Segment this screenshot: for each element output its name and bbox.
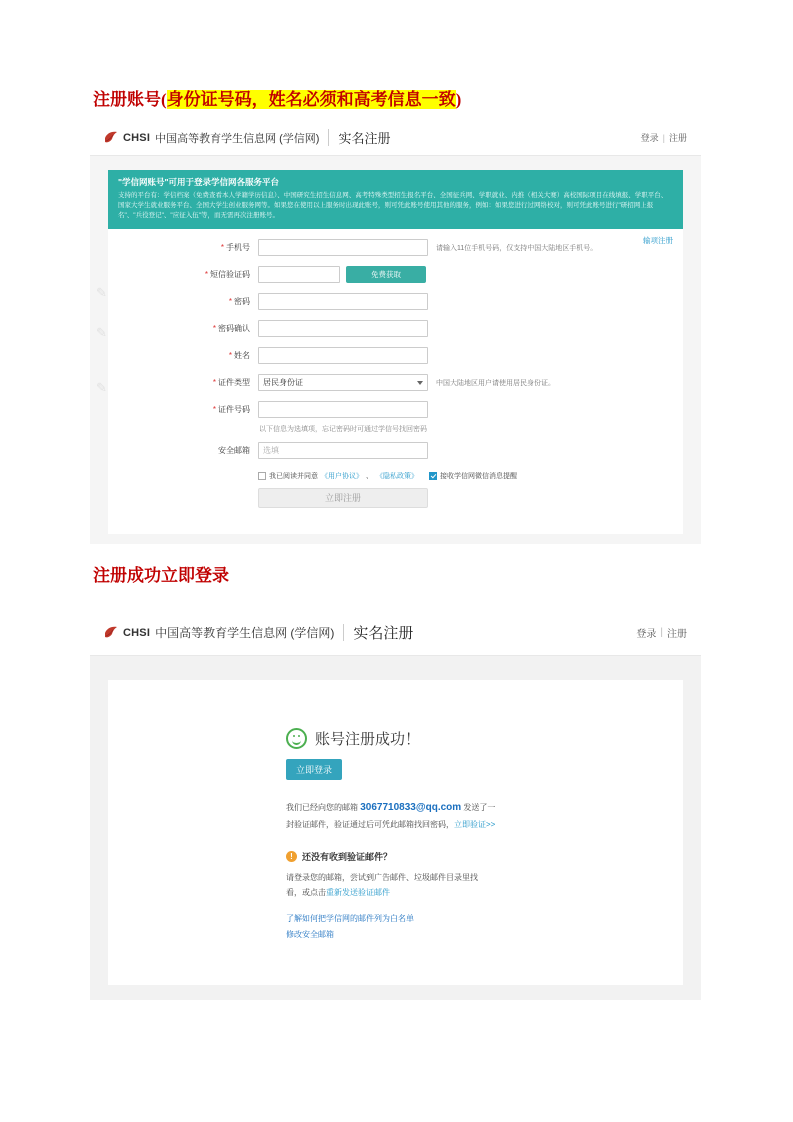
form-row-security-email bbox=[108, 438, 683, 463]
warning-icon: ! bbox=[286, 851, 297, 862]
switch-register-mode-link[interactable]: 输项注册 bbox=[643, 236, 673, 246]
form-row-id-number bbox=[108, 397, 683, 422]
id-type-select[interactable] bbox=[258, 374, 428, 391]
site-name: 中国高等教育学生信息网 (学信网) bbox=[155, 132, 320, 145]
wechat-notify-checkbox[interactable] bbox=[429, 472, 437, 480]
whitelist-help-link[interactable]: 了解如何把学信网的邮件列为白名单 bbox=[286, 913, 414, 923]
user-agreement-link[interactable]: 《用户协议》 bbox=[321, 473, 363, 481]
success-title-row bbox=[286, 728, 683, 749]
agreement-prefix: 我已阅读并同意 bbox=[269, 473, 318, 481]
notice-title: "学信网账号"可用于登录学信网各服务平台 bbox=[118, 177, 280, 187]
register-submit-button[interactable]: 立即注册 bbox=[258, 488, 428, 508]
header-account-links bbox=[641, 131, 687, 144]
heading1-open-paren: ( bbox=[161, 90, 167, 109]
password-input[interactable] bbox=[258, 293, 428, 310]
security-email-input[interactable]: 选填 bbox=[258, 442, 428, 459]
label-security-email: 安全邮箱 bbox=[218, 446, 250, 456]
site-name-2: 中国高等教育学生信息网 (学信网) bbox=[155, 626, 335, 640]
optional-fields-tip: 以下信息为选填项，忘记密码时可通过学信号找回密码 bbox=[259, 426, 427, 434]
form-row-password bbox=[108, 289, 683, 314]
success-card bbox=[108, 680, 683, 985]
register-link-2[interactable]: 注册 bbox=[667, 629, 687, 640]
heading1-prefix: 注册账号 bbox=[93, 90, 161, 109]
login-now-button[interactable]: 立即登录 bbox=[286, 759, 342, 780]
sent-email-address: 3067710833@qq.com bbox=[360, 802, 462, 813]
registration-form bbox=[108, 229, 683, 534]
hint-phone: 请输入11位手机号码，仅支持中国大陆地区手机号。 bbox=[436, 244, 598, 252]
resend-verification-link[interactable]: 重新发送验证邮件 bbox=[326, 888, 390, 898]
chsi-wordmark-2: CHSI bbox=[123, 626, 151, 639]
notice-banner bbox=[108, 170, 683, 229]
login-link-2[interactable]: 登录 bbox=[636, 629, 657, 640]
form-row-sms-code bbox=[108, 262, 683, 287]
site-header-2 bbox=[90, 610, 701, 656]
page-title: 实名注册 bbox=[338, 131, 391, 146]
site-header bbox=[90, 120, 701, 156]
form-row-name bbox=[108, 343, 683, 368]
success-content bbox=[108, 728, 683, 944]
watermark-mark-3: ✎ bbox=[96, 380, 107, 395]
registration-body bbox=[90, 156, 701, 544]
sent-prefix: 我们已经向您的邮箱 bbox=[286, 803, 358, 812]
heading1-highlight: 身份证号码，姓名必须和高考信息一致 bbox=[166, 90, 456, 109]
watermark-mark-1: ✎ bbox=[96, 285, 107, 300]
login-link[interactable]: 登录 bbox=[640, 133, 659, 143]
form-row-id-type bbox=[108, 370, 683, 395]
chevron-down-icon bbox=[417, 381, 423, 385]
success-body bbox=[90, 656, 701, 1000]
register-link[interactable]: 注册 bbox=[668, 133, 687, 143]
id-number-input[interactable] bbox=[258, 401, 428, 418]
smiley-face-icon bbox=[286, 728, 307, 749]
no-email-warning-row bbox=[286, 850, 683, 863]
notice-body: 支持的平台有：学信档案（免费查看本人学籍学历信息）、中国研究生招生信息网、高考特殊类型招生报名平台、全国征兵网、学职就业、内推（相关大赛）高校国际项目在线填报、学职平台、国家大学生就业服务平台、全国大学生创业服务网等。如果您在使用以上服务时出现此账号，则可凭此账号使用其他的服务，例如：如果您进行过网络校对，则可凭此账号进行"研招网上报名"、"兵役登记"、"应征入伍"等，而无需再次注册账号。 bbox=[118, 192, 668, 220]
name-input[interactable] bbox=[258, 347, 428, 364]
chsi-wordmark: CHSI bbox=[123, 131, 151, 144]
id-type-value: 居民身份证 bbox=[263, 378, 303, 388]
helper-links bbox=[286, 911, 683, 945]
change-security-email-link[interactable]: 修改安全邮箱 bbox=[286, 930, 334, 940]
label-id-number: * 证件号码 bbox=[212, 405, 250, 415]
screenshot-registration-success bbox=[90, 610, 701, 1000]
instructions-line2-prefix: 看，或点击 bbox=[286, 888, 326, 898]
label-password: * 密码 bbox=[228, 297, 250, 307]
verification-sent-text bbox=[286, 798, 516, 832]
agreement-separator: 、 bbox=[366, 473, 373, 481]
label-sms-code: * 短信验证码 bbox=[204, 270, 250, 280]
screenshot-registration-form bbox=[90, 120, 701, 544]
sent-line2-prefix: 封验证邮件，验证通过后可凭此邮箱找回密码， bbox=[286, 820, 454, 829]
links-divider: | bbox=[662, 132, 665, 143]
privacy-policy-link[interactable]: 《隐私政策》 bbox=[376, 473, 418, 481]
get-code-button[interactable]: 免费获取 bbox=[346, 266, 426, 283]
label-phone: * 手机号 bbox=[220, 243, 250, 253]
no-email-warning-title: 还没有收到验证邮件？ bbox=[302, 852, 393, 863]
label-password-confirm: * 密码确认 bbox=[212, 324, 250, 334]
phone-input[interactable] bbox=[258, 239, 428, 256]
form-row-password-confirm bbox=[108, 316, 683, 341]
chsi-bird-logo-icon bbox=[104, 131, 120, 144]
hint-id-type: 中国大陆地区用户请使用居民身份证。 bbox=[436, 379, 555, 387]
sent-suffix: 发送了一 bbox=[463, 803, 496, 812]
watermark-mark-2: ✎ bbox=[96, 325, 107, 340]
wechat-notify-label: 接收学信网微信消息提醒 bbox=[440, 473, 517, 481]
label-id-type: * 证件类型 bbox=[212, 378, 250, 388]
header-divider-2 bbox=[343, 624, 344, 641]
links-divider-2: | bbox=[660, 627, 663, 638]
page-title-2: 实名注册 bbox=[353, 625, 414, 642]
chsi-bird-logo-icon-2 bbox=[104, 626, 120, 639]
password-confirm-input[interactable] bbox=[258, 320, 428, 337]
sms-code-input[interactable] bbox=[258, 266, 340, 283]
page-heading-1 bbox=[93, 85, 461, 110]
heading1-close-paren: ) bbox=[455, 90, 462, 109]
verify-now-link[interactable]: 立即验证>> bbox=[454, 820, 496, 829]
no-email-instructions bbox=[286, 870, 501, 900]
label-name: * 姓名 bbox=[228, 351, 250, 361]
success-title: 账号注册成功！ bbox=[315, 731, 421, 748]
agreement-checkbox[interactable] bbox=[258, 472, 266, 480]
instructions-line1: 请登录您的邮箱，尝试到广告邮件、垃圾邮件目录里找 bbox=[286, 873, 478, 883]
form-row-phone bbox=[108, 235, 683, 260]
header-divider bbox=[328, 129, 329, 146]
page-heading-2: 注册成功立即登录 bbox=[93, 566, 229, 585]
header-account-links-2 bbox=[636, 625, 687, 640]
agreement-row bbox=[258, 471, 683, 481]
